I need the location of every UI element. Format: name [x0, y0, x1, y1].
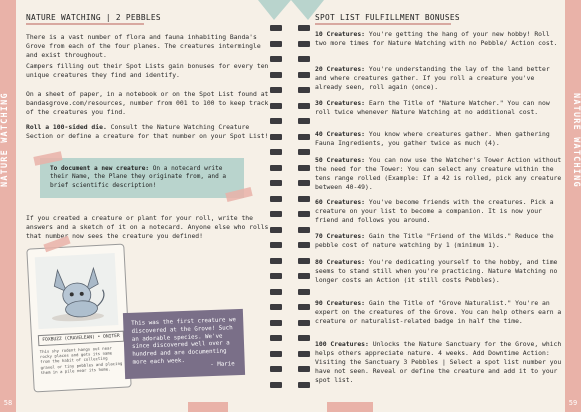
bonus-item: 80 Creatures: You're dedicating yourself to the hobby, and time seems to stand still when you're practicing. Nature Watching no longer costs an Action (it still costs Pebbles). — [315, 258, 558, 285]
bonus-item: 50 Creatures: You can now use the Watcher's Tower Action without the need for the Tower: You can select any creature within the tens range rolled (Example: If a 42 is rolled, pick any creature between 40-49). — [315, 156, 562, 192]
right-page-title: SPOT LIST FULFILLMENT BONUSES — [315, 13, 460, 22]
bonus-item: 90 Creatures: Gain the Title of "Grove Naturalist." You're an expert on the creatures of the Grove. You can help others earn a creature or naturalist-related badge in half the time. — [315, 299, 562, 326]
creature-illustration — [35, 253, 119, 329]
left-side-tab — [0, 0, 16, 412]
bonus-item: 40 Creatures: You know where creatures gather. When gathering Fauna Ingredients, you gather twice as much (4). — [315, 130, 550, 148]
side-label-left: NATURE WATCHING — [0, 92, 10, 188]
left-title-underline — [26, 23, 144, 25]
note-text: This was the first creature we discovered at the Grove! Such an adorable species. We've since discovered well over a hundred and are documenting more each week. — [131, 317, 237, 366]
sticky-note — [123, 309, 245, 379]
page-number-left: 58 — [3, 399, 13, 407]
intro-paragraph: There is a vast number of flora and fauna inhabiting Banda's Grove from each of the four planes. The creatures intermingle and exist throughout. — [26, 33, 261, 60]
side-label-right: NATURE WATCHING — [571, 92, 581, 188]
bonus-item: 70 Creatures: Gain the Title "Friend of the Wilds." Reduce the pebble cost of nature watching by 1 (minimum 1). — [315, 232, 554, 250]
bonus-item: 100 Creatures: Unlocks the Nature Sanctuary for the Grove, which helps others appreciate nature. 4 weeks. Add Downtime Action: Visiting the Sanctuary 3 Pebbles | Select a spot list number you have not seen. Reveal or define the creature and add it to your spot list. — [315, 340, 562, 385]
bonus-item: 10 Creatures: You're getting the hang of your new hobby! Roll two more times for Nature Watching with no Pebble/ Action cost. — [315, 30, 558, 48]
page-number-right: 59 — [568, 399, 578, 407]
callout-bold: To document a new creature: — [50, 165, 150, 172]
left-page-title: NATURE WATCHING | 2 PEBBLES — [26, 13, 161, 22]
card-caption: FOXBUZZ (CRAVELEAN) • ONITER — [38, 331, 124, 346]
roll-paragraph: Roll a 100-sided die. Consult the Nature Watching Creature Section or define a creature for that number on your Spot List! — [26, 123, 269, 141]
bonus-item: 60 Creatures: You've become friends with the creatures. Pick a creature on your list to become a companion. It is now your friend and follows you around. — [315, 198, 554, 225]
note-signature: - Marie — [210, 361, 235, 369]
document-creature-callout — [40, 158, 244, 198]
creature-notecard — [26, 244, 131, 393]
callout-text: On a notecard write their Name, the Plane they originate from, and a brief scientific description! — [50, 165, 227, 189]
right-page — [291, 0, 581, 412]
left-page — [0, 0, 290, 412]
right-side-tab — [565, 0, 581, 412]
notecard-paragraph: If you created a creature or plant for your roll, write the answers and a sketch of it on a notecard. Anyone else who rolls that number now sees the creature you defined! — [26, 214, 269, 241]
right-title-underline — [315, 23, 451, 25]
numbering-paragraph: On a sheet of paper, in a notebook or on the Spot List found at bandasgrove.com/resources, number from 001 to 100 to keep track of the creatures you find. — [26, 90, 269, 117]
card-description: This shy rodent hangs out near rocky places and gets its name from the habit of collecting gravel or tiny pebbles and placing them in a pile near its home. — [39, 345, 123, 375]
tape-piece — [327, 402, 373, 412]
spot-list-paragraph: Campers filling out their Spot Lists gain bonuses for every ten unique creatures they find and identify. — [26, 62, 269, 80]
tape-piece — [188, 402, 228, 412]
bonus-item: 20 Creatures: You're understanding the lay of the land better and where creatures gather. If you roll a creature you've already seen, roll again (once). — [315, 65, 550, 92]
bonus-item: 30 Creatures: Earn the Title of "Nature Watcher." You can now roll twice whenever Nature Watching at no additional cost. — [315, 99, 550, 117]
